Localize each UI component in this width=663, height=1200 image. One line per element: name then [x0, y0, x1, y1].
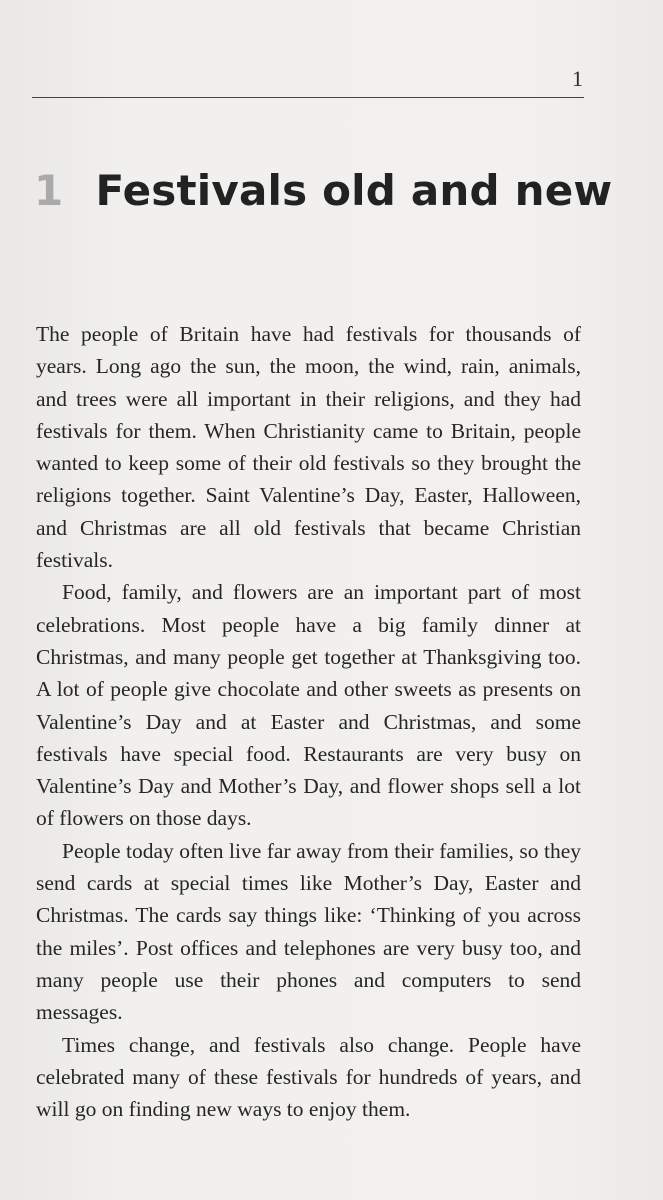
chapter-heading [34, 166, 612, 215]
page-number: 1 [572, 66, 583, 91]
body-text [36, 318, 581, 1125]
paragraph-3: People today often live far away from their families, so they send cards at special times like Mother’s Day, Easter and Christmas. The cards say things like: ‘Thinking of you across the miles’. Post offices and telephones are very busy too, and many people use their phones and computers to send messages. [36, 838, 581, 1025]
header-rule [32, 97, 584, 98]
chapter-title: Festivals old and new [95, 166, 613, 215]
paragraph-2: Food, family, and flowers are an important part of most celebrations. Most people have a big family dinner at Christmas, and many people get together at Thanksgiving too. A lot of people give chocolate and other sweets as presents on Valentine’s Day and at Easter and Christmas, and some festivals have special food. Restaurants are very busy on Valentine’s Day and Mother’s Day, and flower shops sell a lot of flowers on those days. [36, 580, 581, 831]
chapter-number: 1 [34, 166, 64, 215]
paragraph-4: Times change, and festivals also change. People have celebrated many of these festivals for hundreds of years, and will go on finding new ways to enjoy them. [36, 1032, 581, 1122]
paragraph-1: The people of Britain have had festivals for thousands of years. Long ago the sun, the moon, the wind, rain, animals, and trees were all important in their religions, and they had festivals for them. When Christianity came to Britain, people wanted to keep some of their old festivals so they brought the religions together. Saint Valentine’s Day, Easter, Halloween, and Christmas are all old festivals that became Christian festivals. [36, 322, 581, 573]
